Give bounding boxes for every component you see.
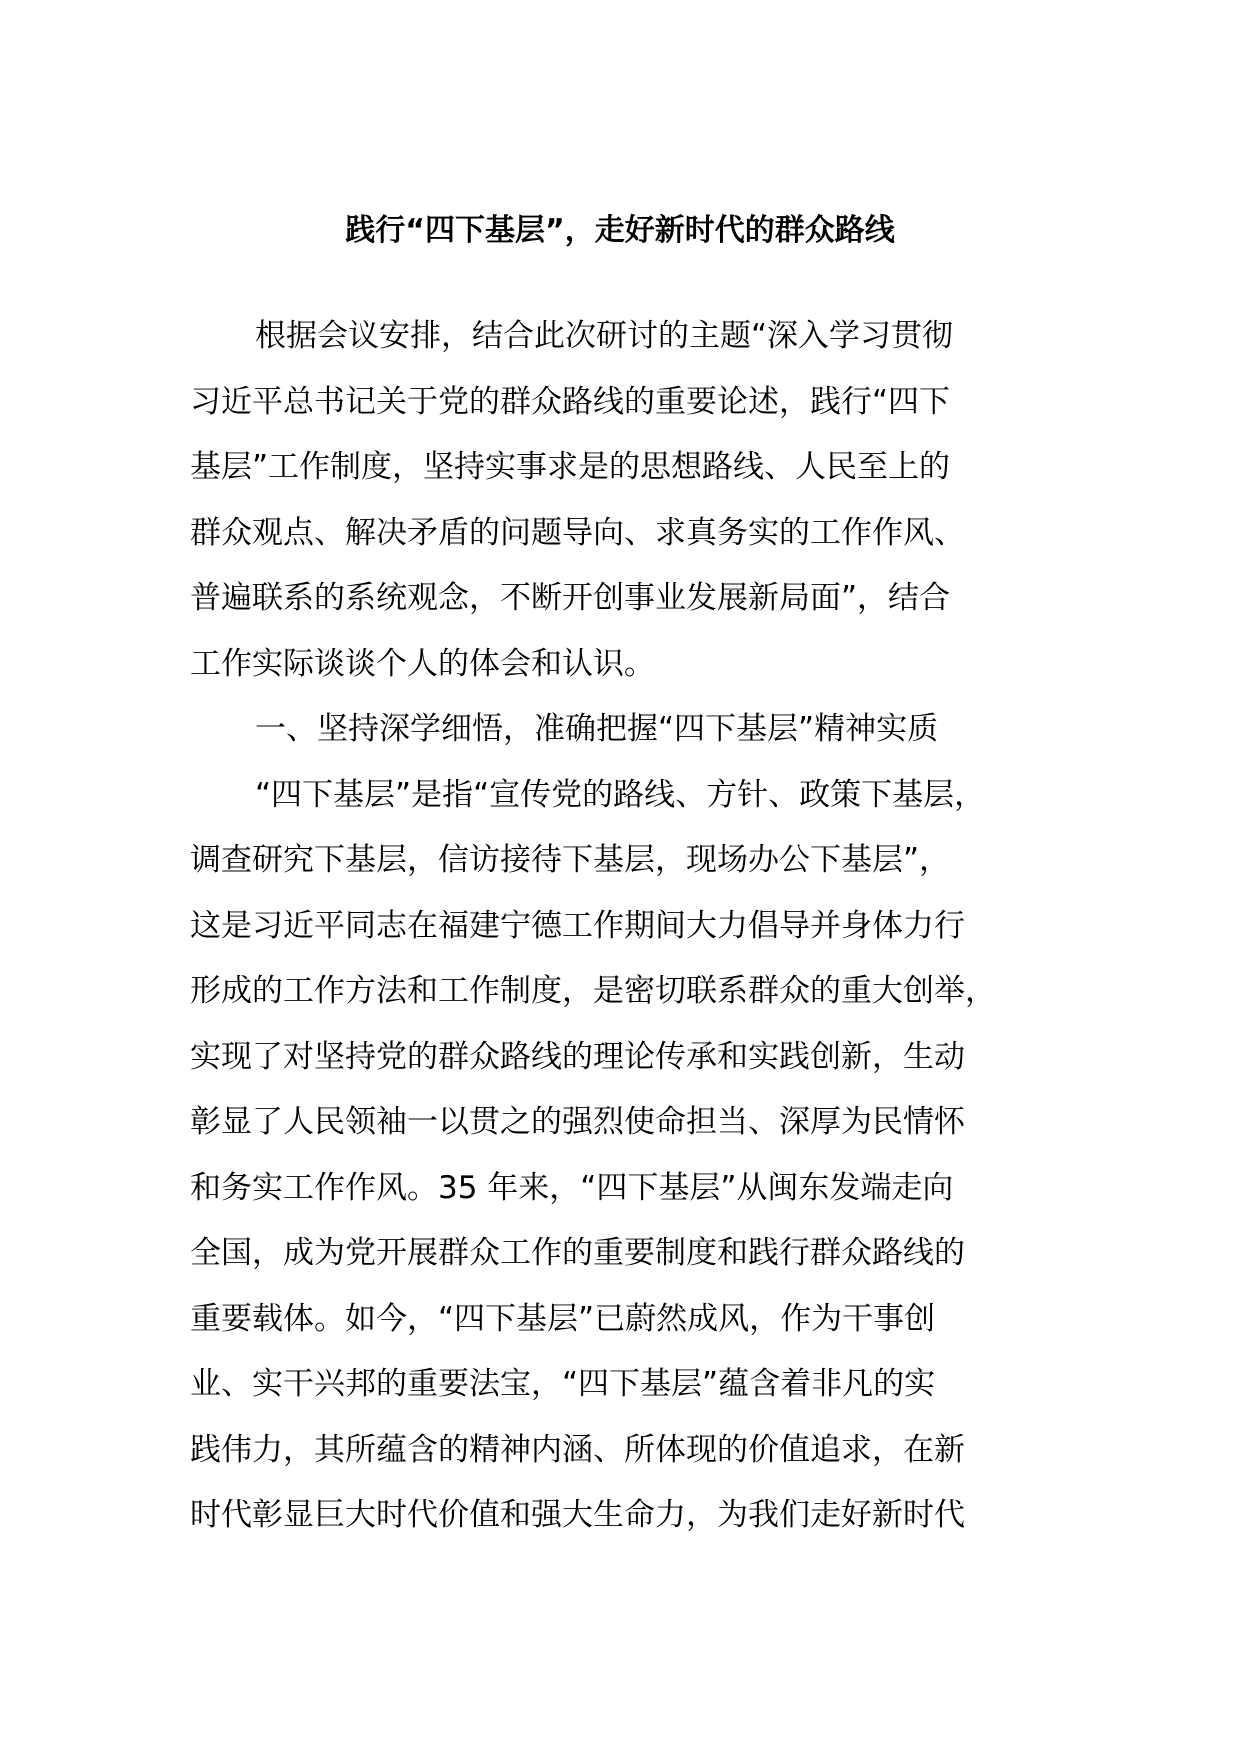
paragraph-2-line-11: 践伟力，其所蕴含的精神内涵、所体现的价值追求，在新 xyxy=(190,1431,965,1468)
paragraph-1-line-2: 习近平总书记关于党的群众路线的重要论述，践行“四下 xyxy=(190,383,951,420)
paragraph-2-line-9: 重要载体。如今，“四下基层”已蔚然成风，作为干事创 xyxy=(190,1300,936,1337)
paragraph-2-line-5: 实现了对坚持党的群众路线的理论传承和实践创新，生动 xyxy=(190,1038,965,1075)
paragraph-1-line-1: 根据会议安排，结合此次研讨的主题“深入学习贯彻 xyxy=(255,318,954,354)
paragraph-1-line-5: 普遍联系的系统观念，不断开创事业发展新局面”，结合 xyxy=(190,580,951,616)
paragraph-2-line-1: “四下基层”是指“宣传党的路线、方针、政策下基层， xyxy=(255,776,986,813)
paragraph-2-line-7: 和务实工作作风。35 年来，“四下基层”从闽东发端走向 xyxy=(190,1169,954,1206)
paragraph-2-line-12: 时代彰显巨大时代价值和强大生命力，为我们走好新时代 xyxy=(190,1497,965,1533)
paragraph-2-line-4: 形成的工作方法和工作制度，是密切联系群众的重大创举， xyxy=(190,973,996,1009)
paragraph-2-line-6: 彰显了人民领袖一以贯之的强烈使命担当、深厚为民情怀 xyxy=(190,1104,965,1140)
section-heading-1: 一、坚持深学细悟，准确把握“四下基层”精神实质 xyxy=(255,711,939,747)
paragraph-1-line-4: 群众观点、解决矛盾的问题导向、求真务实的工作作风、 xyxy=(190,514,965,551)
document-body xyxy=(190,304,1070,1549)
document-title: 践行“四下基层”，走好新时代的群众路线 xyxy=(345,213,895,248)
paragraph-2-line-8: 全国，成为党开展群众工作的重要制度和践行群众路线的 xyxy=(190,1235,965,1271)
paragraph-2-line-3: 这是习近平同志在福建宁德工作期间大力倡导并身体力行 xyxy=(190,907,965,944)
paragraph-2-line-10: 业、实干兴邦的重要法宝，“四下基层”蕴含着非凡的实 xyxy=(190,1366,936,1402)
paragraph-2-line-2: 调查研究下基层，信访接待下基层，现场办公下基层”， xyxy=(190,842,951,878)
paragraph-1-line-3: 基层”工作制度，坚持实事求是的思想路线、人民至上的 xyxy=(190,449,951,485)
paragraph-1-line-6: 工作实际谈谈个人的体会和认识。 xyxy=(190,645,655,682)
